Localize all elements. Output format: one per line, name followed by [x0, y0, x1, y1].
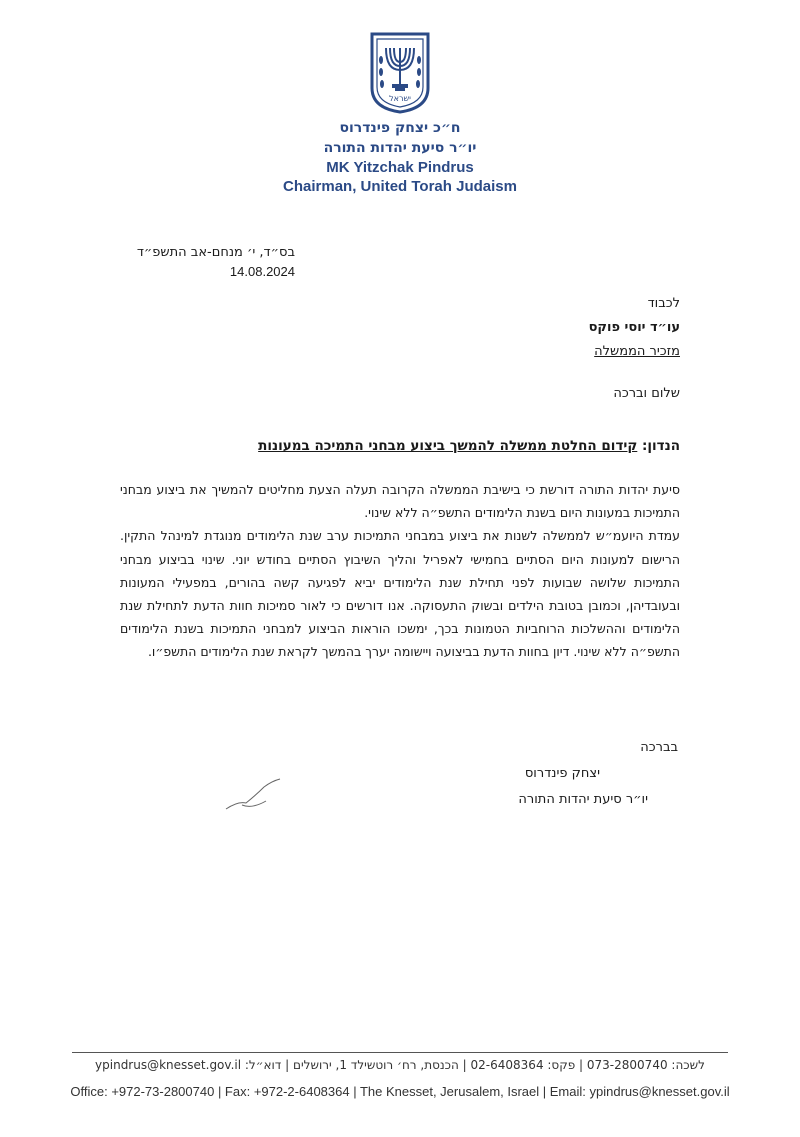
handwritten-signature: [222, 775, 292, 815]
date-hebrew: בס״ד, י׳ מנחם-אב התשפ״ד: [136, 245, 295, 260]
recipient-name: עו״ד יוסי פוקס: [588, 320, 680, 335]
subject-text: קידום החלטת ממשלה להמשך ביצוע מבחני התמיכה במעונות: [258, 438, 638, 454]
body-paragraph-1: סיעת יהדות התורה דורשת כי בישיבת הממשלה הקרובה תעלה הצעת מחליטים להמשיך את ביצוע מבחני התמיכות במעונות היום בשנת הלימודים התשפ״ה ללא שינוי.: [120, 482, 680, 521]
closing-name: יצחק פינדרוס: [524, 766, 600, 781]
recipient-salutation: לכבוד: [647, 296, 680, 311]
recipient-office: מזכיר הממשלה: [594, 344, 680, 359]
emblem-inscription: ישראל: [389, 94, 411, 103]
closing-block: [380, 735, 680, 813]
letterhead-role-en: Chairman, United Torah Judaism: [283, 178, 517, 195]
subject-prefix: הנדון:: [642, 438, 680, 454]
closing-role: יו״ר סיעת יהדות התורה: [518, 792, 648, 807]
letterhead-name-en: MK Yitzchak Pindrus: [326, 159, 474, 176]
footer-contact-english: Office: +972-73-2800740 | Fax: +972-2-6408364 | The Knesset, Jerusalem, Israel | Email: ypindrus@knesset.gov.il: [70, 1084, 730, 1099]
greeting: שלום וברכה: [613, 386, 680, 401]
date-gregorian: 14.08.2024: [229, 264, 295, 279]
footer-contact-hebrew: לשכה: 073-2800740 | פקס: 02-6408364 | הכנסת, רח׳ רוטשילד 1, ירושלים | דוא״ל: ypindrus@knesset.gov.il: [95, 1058, 705, 1072]
body-paragraph-2: עמדת היועמ״ש לממשלה לשנות את ביצוע במבחני התמיכות ערב שנת הלימודים מנוגדת למינהל התקין. הרישום למעונות היום הסתיים בחמישי לאפריל והליך השיבוץ הסתיים בחודש יוני. שינוי בביצוע מבחני התמיכות שלושה שבועות לפני תחילת שנת הלימודים יביא לפגיעה קשה בהורים, במפעילי המעונות ובעובדיהן, וכמובן בטובת הילדים ובשוק התעסוקה. אנו דורשים כי לאור סמיכות חוות הדעת לתחילת שנת הלימודים וההשלכות הרוחביות הטמונות בכך, ימשכו הוראות הביצוע למבחני התמיכות בשנת הלימודים התשפ״ה ללא שינוי. דיון בחוות הדעת בביצועה ויישומה יערך בהמשך לקראת שנת הלימודים התשפ״ו.: [120, 528, 680, 660]
recipient-block: [280, 292, 680, 364]
state-emblem-icon: [368, 30, 432, 114]
subject-line: [120, 438, 680, 454]
closing-blessing: בברכה: [640, 740, 678, 755]
footer-divider: [72, 1052, 728, 1053]
letterhead: [0, 118, 800, 196]
letterhead-title-he: ח״כ יצחק פינדרוס: [339, 120, 461, 136]
letter-date: [0, 243, 295, 281]
letterhead-role-he: יו״ר סיעת יהדות התורה: [323, 140, 477, 156]
letter-body: [120, 478, 680, 664]
